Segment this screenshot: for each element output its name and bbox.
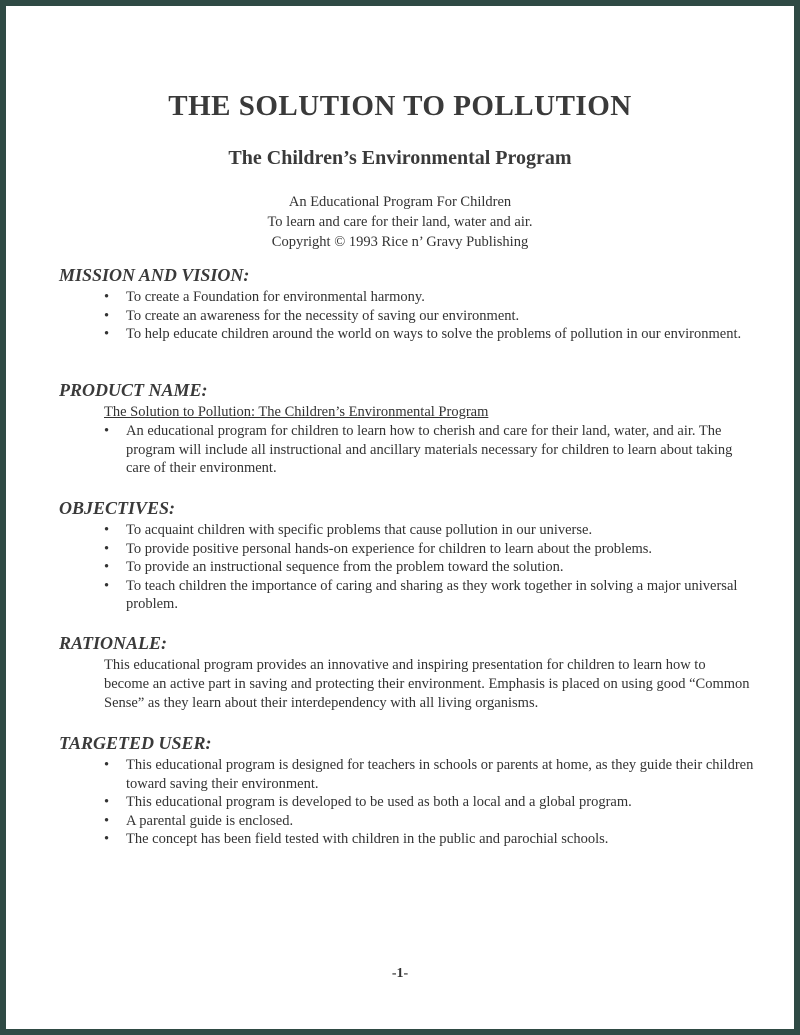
list-item-text: A parental guide is enclosed.: [126, 812, 294, 829]
product-name: The Solution to Pollution: The Children’s Environmental Program: [104, 404, 489, 420]
list-item-text: To create an awareness for the necessity of saving our environment.: [126, 307, 520, 324]
mission-list: [59, 288, 754, 344]
objectives-section: [59, 497, 754, 614]
rationale-heading: RATIONALE:: [59, 633, 168, 653]
list-item: [104, 521, 754, 540]
targeted-user-section: [59, 732, 754, 849]
list-item: [104, 558, 754, 577]
document-page: [6, 6, 794, 1029]
product-list: [59, 422, 754, 478]
product-section: [59, 379, 754, 478]
bullet-icon: •: [104, 540, 110, 557]
intro-line-2: To learn and care for their land, water and air.: [267, 214, 533, 230]
list-item-text: This educational program is designed for teachers in schools or parents at home, as they guide their children toward saving their environment.: [126, 757, 754, 792]
bullet-icon: •: [104, 794, 110, 810]
bullet-icon: •: [104, 812, 110, 829]
objectives-heading: OBJECTIVES:: [59, 498, 176, 518]
product-heading: PRODUCT NAME:: [59, 380, 208, 400]
list-item-text: To create a Foundation for environmental harmony.: [126, 289, 425, 305]
rationale-section: [59, 632, 754, 713]
document-title: THE SOLUTION TO POLLUTION: [168, 90, 632, 122]
intro-line-1: An Educational Program For Children: [288, 194, 512, 210]
bullet-icon: •: [104, 757, 110, 773]
bullet-icon: •: [104, 423, 110, 439]
bullet-icon: •: [104, 559, 110, 575]
list-item-text: An educational program for children to learn how to cherish and care for their land, water, and air. The program will include all instructional and ancillary materials necessary for children to learn about taking care of their environment.: [126, 423, 733, 476]
bullet-icon: •: [104, 831, 110, 847]
list-item: [104, 756, 754, 793]
list-item-text: The concept has been field tested with children in the public and parochial schools.: [126, 831, 609, 847]
bullet-icon: •: [104, 577, 110, 594]
list-item: [104, 577, 754, 614]
mission-section: [59, 264, 754, 344]
objectives-list: [59, 521, 754, 614]
list-item: [104, 812, 754, 831]
bullet-icon: •: [104, 326, 110, 342]
list-item-text: To teach children the importance of caring and sharing as they work together in solving a major universal problem.: [126, 577, 738, 612]
bullet-icon: •: [104, 522, 110, 538]
mission-heading: MISSION AND VISION:: [59, 265, 250, 285]
list-item: [104, 540, 754, 559]
intro-block: [6, 192, 794, 252]
targeted-user-heading: TARGETED USER:: [59, 733, 212, 753]
rationale-text: This educational program provides an innovative and inspiring presentation for children to learn how to become an active part in saving and protecting their environment. Emphasis is placed on using good “Common Sense” as they learn about their interdependency with all living organisms.: [104, 657, 750, 711]
list-item-text: To provide positive personal hands-on experience for children to learn about the problems.: [126, 540, 653, 557]
bullet-icon: •: [104, 307, 110, 324]
list-item-text: To provide an instructional sequence from the problem toward the solution.: [126, 559, 564, 575]
list-item: [104, 325, 754, 344]
list-item-text: To help educate children around the world on ways to solve the problems of pollution in our environment.: [126, 326, 742, 342]
page-number: -1-: [391, 966, 409, 981]
list-item: [104, 830, 754, 849]
list-item: [104, 422, 754, 478]
list-item-text: To acquaint children with specific problems that cause pollution in our universe.: [126, 522, 593, 538]
targeted-user-list: [59, 756, 754, 849]
document-subtitle: The Children’s Environmental Program: [228, 147, 572, 169]
list-item: [104, 793, 754, 812]
list-item-text: This educational program is developed to be used as both a local and a global program.: [126, 794, 632, 810]
list-item: [104, 307, 754, 326]
bullet-icon: •: [104, 289, 110, 305]
list-item: [104, 288, 754, 307]
copyright-line: Copyright © 1993 Rice n’ Gravy Publishing: [271, 234, 529, 250]
